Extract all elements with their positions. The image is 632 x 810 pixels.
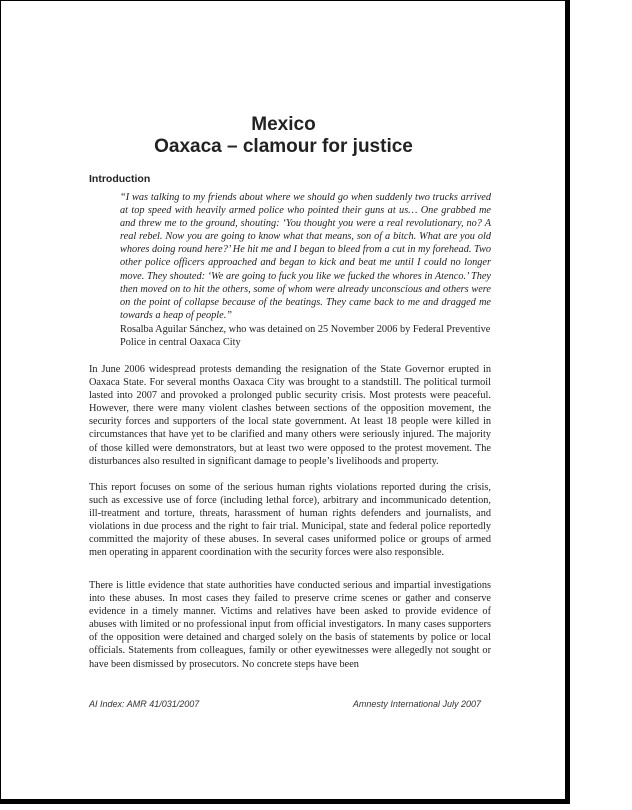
title-line-subtitle: Oaxaca – clamour for justice — [154, 136, 413, 157]
page-title — [1, 114, 566, 158]
footer-index: AI Index: AMR 41/031/2007 — [89, 699, 200, 709]
body-paragraph: This report focuses on some of the serious human rights violations reported during the crisis, such as excessive use of force (including lethal force), arbitrary and incommunicado detention, ill-treatment and torture, threats, harassment of human rights defenders and journalists, and violations in due process and the right to fair trial. Municipal, state and federal police reportedly committed the majority of these abuses. In several cases uniformed police or groups of armed men operating in apparent coordination with the security forces were also responsible. — [89, 482, 491, 559]
body-paragraph: In June 2006 widespread protests demanding the resignation of the State Governor erupted in Oaxaca State. For several months Oaxaca City was brought to a standstill. The political turmoil lasted into 2007 and provoked a prolonged public security crisis. Most protests were peaceful. However, there were many violent clashes between sections of the opposition movement, the security forces and supporters of the local state government. At least 18 people were killed in circumstances that have yet to be clarified and many others were seriously injured. The majority of those killed were demonstrators, but at least two were opposed to the protest movement. The disturbances also resulted in significant damage to people’s livelihoods and property. — [89, 364, 491, 467]
testimony-quote: “I was talking to my friends about where we should go when suddenly two trucks arrived at top speed with heavily armed police who pointed their guns at us… One grabbed me and threw me to the ground, shouting: ‘You thought you were a real revolutionary, no? A real rebel. Now you are going to know what that means, son of a bitch. What are you old whores doing round here?’ He hit me and I began to bleed from a cut in my forehead. Two other police officers approached and began to kick and beat me until I could no longer move. They shouted: ‘We are going to fuck you like we fucked the whores in Atenco.’ They then moved on to hit the others, some of whom were already unconscious and others were on the point of collapse because of the beatings. They came back to me and dragged me towards a heap of people.” — [120, 192, 491, 321]
title-line-country: Mexico — [251, 114, 316, 135]
body-paragraph: There is little evidence that state authorities have conducted serious and impartial investigations into these abuses. In most cases they failed to preserve crime scenes or gather and conserve evidence in a timely manner. Victims and relatives have been asked to provide evidence of abuses with limited or no professional input from official investigators. In many cases supporters of the opposition were detained and charged solely on the basis of statements by police or local officials. Statements from colleagues, family or other eyewitnesses were allegedly not sought or have been dismissed by prosecutors. No concrete steps have been — [89, 580, 491, 670]
quote-attribution: Rosalba Aguilar Sánchez, who was detained on 25 November 2006 by Federal Preventive Police in central Oaxaca City — [120, 324, 491, 349]
section-heading: Introduction — [89, 173, 151, 185]
footer-publisher: Amnesty International July 2007 — [352, 699, 481, 709]
